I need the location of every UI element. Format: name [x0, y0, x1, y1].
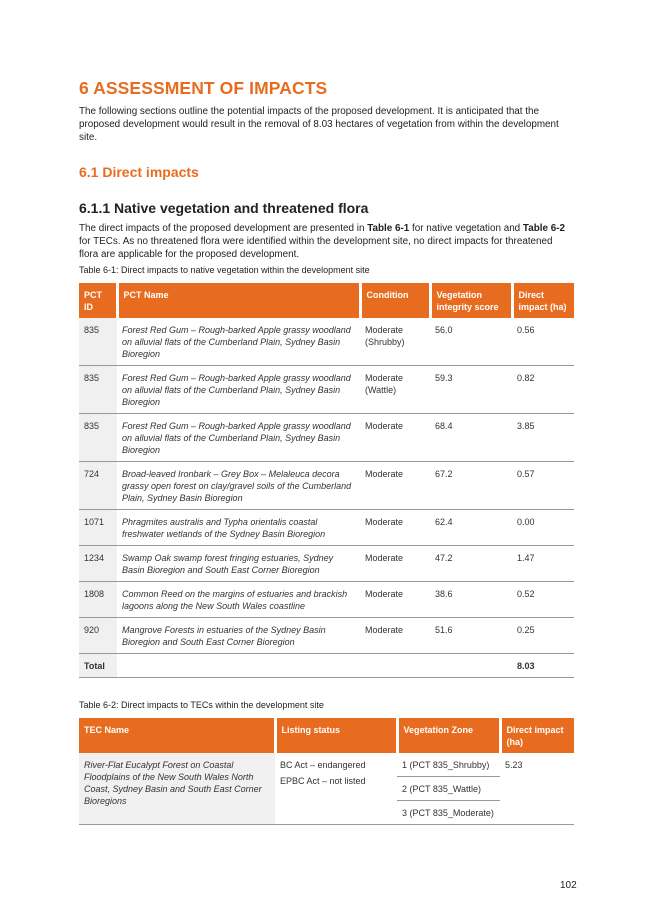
- total-empty-cell: [430, 654, 512, 678]
- pct-id-cell: 1234: [79, 546, 117, 582]
- header-listing-status: Listing status: [275, 718, 397, 753]
- header-vegetation-score: Vegetation integrity score: [430, 283, 512, 318]
- para-part-b: for native vegetation and: [409, 223, 523, 234]
- section-title: 6 ASSESSMENT OF IMPACTS: [79, 78, 328, 98]
- condition-cell: Moderate: [360, 462, 430, 510]
- pct-id-cell: 1808: [79, 582, 117, 618]
- table-row: [79, 366, 574, 414]
- header-direct-impact: Direct impact (ha): [500, 718, 574, 753]
- page-number: 102: [560, 880, 577, 891]
- zone-cell: 1 (PCT 835_Shrubby): [397, 753, 500, 777]
- pct-id-cell: 835: [79, 366, 117, 414]
- pct-name-cell: Mangrove Forests in estuaries of the Sydney Basin Bioregion and South East Corner Bioregion: [117, 618, 360, 654]
- table2-caption: Table 6-2: Direct impacts to TECs within the development site: [79, 700, 324, 710]
- impact-cell: 0.52: [512, 582, 574, 618]
- total-value: 8.03: [512, 654, 574, 678]
- para-part-c: for TECs. As no threatened flora were identified within the development site, no direct impacts for threatened flora are applicable for the proposed development.: [79, 236, 553, 260]
- header-pct-id: PCT ID: [79, 283, 117, 318]
- total-empty-cell: [117, 654, 360, 678]
- pct-name-cell: Forest Red Gum – Rough-barked Apple grassy woodland on alluvial flats of the Cumberland Plain, Sydney Basin Bioregion: [117, 366, 360, 414]
- total-row: [79, 654, 574, 678]
- table-row: [79, 462, 574, 510]
- pct-id-cell: 724: [79, 462, 117, 510]
- condition-cell: Moderate: [360, 510, 430, 546]
- score-cell: 47.2: [430, 546, 512, 582]
- section-intro: The following sections outline the potential impacts of the proposed development. It is anticipated that the proposed development would result in the removal of 8.03 hectares of vegetation from within the development site.: [79, 106, 559, 143]
- table2-header-row: [79, 718, 574, 753]
- pct-id-cell: 1071: [79, 510, 117, 546]
- header-condition: Condition: [360, 283, 430, 318]
- impact-cell: 0.00: [512, 510, 574, 546]
- pct-name-cell: Forest Red Gum – Rough-barked Apple grassy woodland on alluvial flats of the Cumberland Plain, Sydney Basin Bioregion: [117, 318, 360, 366]
- condition-cell: Moderate: [360, 618, 430, 654]
- native-vegetation-table: [79, 283, 574, 678]
- impact-cell: 0.25: [512, 618, 574, 654]
- total-label: Total: [79, 654, 117, 678]
- header-pct-name: PCT Name: [117, 283, 360, 318]
- table-row: [79, 546, 574, 582]
- zone-cell: 3 (PCT 835_Moderate): [397, 801, 500, 825]
- condition-cell: Moderate: [360, 582, 430, 618]
- header-direct-impact: Direct impact (ha): [512, 283, 574, 318]
- table-row: [79, 414, 574, 462]
- table-row: [79, 510, 574, 546]
- listing-epbc-act: EPBC Act – not listed: [280, 776, 366, 786]
- zone-cell: 2 (PCT 835_Wattle): [397, 777, 500, 801]
- pct-id-cell: 835: [79, 318, 117, 366]
- pct-id-cell: 835: [79, 414, 117, 462]
- score-cell: 51.6: [430, 618, 512, 654]
- condition-cell: Moderate (Wattle): [360, 366, 430, 414]
- listing-status-cell: [275, 753, 397, 825]
- pct-name-cell: Forest Red Gum – Rough-barked Apple grassy woodland on alluvial flats of the Cumberland Plain, Sydney Basin Bioregion: [117, 414, 360, 462]
- table-row: [79, 318, 574, 366]
- pct-name-cell: Swamp Oak swamp forest fringing estuaries, Sydney Basin Bioregion and South East Corner Bioregion: [117, 546, 360, 582]
- subsubsection-title: 6.1.1 Native vegetation and threatened flora: [79, 200, 369, 216]
- table1-caption: Table 6-1: Direct impacts to native vegetation within the development site: [79, 265, 370, 275]
- impact-cell: 1.47: [512, 546, 574, 582]
- header-tec-name: TEC Name: [79, 718, 275, 753]
- table-row: [79, 753, 574, 777]
- score-cell: 62.4: [430, 510, 512, 546]
- impact-cell: 3.85: [512, 414, 574, 462]
- pct-name-cell: Common Reed on the margins of estuaries and brackish lagoons along the New South Wales coastline: [117, 582, 360, 618]
- pct-name-cell: Phragmites australis and Typha orientalis coastal freshwater wetlands of the Sydney Basin Bioregion: [117, 510, 360, 546]
- impact-cell: 0.82: [512, 366, 574, 414]
- tec-impact-cell: 5.23: [500, 753, 574, 825]
- pct-id-cell: 920: [79, 618, 117, 654]
- table-ref-1: Table 6-1: [367, 223, 410, 234]
- tec-table: [79, 718, 574, 825]
- document-page: [79, 78, 574, 825]
- score-cell: 59.3: [430, 366, 512, 414]
- header-vegetation-zone: Vegetation Zone: [397, 718, 500, 753]
- tec-name-cell: River-Flat Eucalypt Forest on Coastal Floodplains of the New South Wales North Coast, Sydney Basin and South East Corner Bioregions: [79, 753, 275, 825]
- condition-cell: Moderate (Shrubby): [360, 318, 430, 366]
- total-empty-cell: [360, 654, 430, 678]
- table1-header-row: [79, 283, 574, 318]
- pct-name-cell: Broad-leaved Ironbark – Grey Box – Melaleuca decora grassy open forest on clay/gravel soils of the Cumberland Plain, Sydney Basin Bioregion: [117, 462, 360, 510]
- impact-cell: 0.56: [512, 318, 574, 366]
- subsection-title: 6.1 Direct impacts: [79, 164, 199, 180]
- score-cell: 68.4: [430, 414, 512, 462]
- score-cell: 38.6: [430, 582, 512, 618]
- score-cell: 56.0: [430, 318, 512, 366]
- impact-cell: 0.57: [512, 462, 574, 510]
- table-row: [79, 582, 574, 618]
- para-part-a: The direct impacts of the proposed development are presented in: [79, 223, 368, 234]
- table-ref-2: Table 6-2: [522, 223, 565, 234]
- table-row: [79, 618, 574, 654]
- impacts-paragraph: [79, 222, 574, 261]
- score-cell: 67.2: [430, 462, 512, 510]
- condition-cell: Moderate: [360, 414, 430, 462]
- condition-cell: Moderate: [360, 546, 430, 582]
- listing-bc-act: BC Act – endangered: [280, 760, 366, 770]
